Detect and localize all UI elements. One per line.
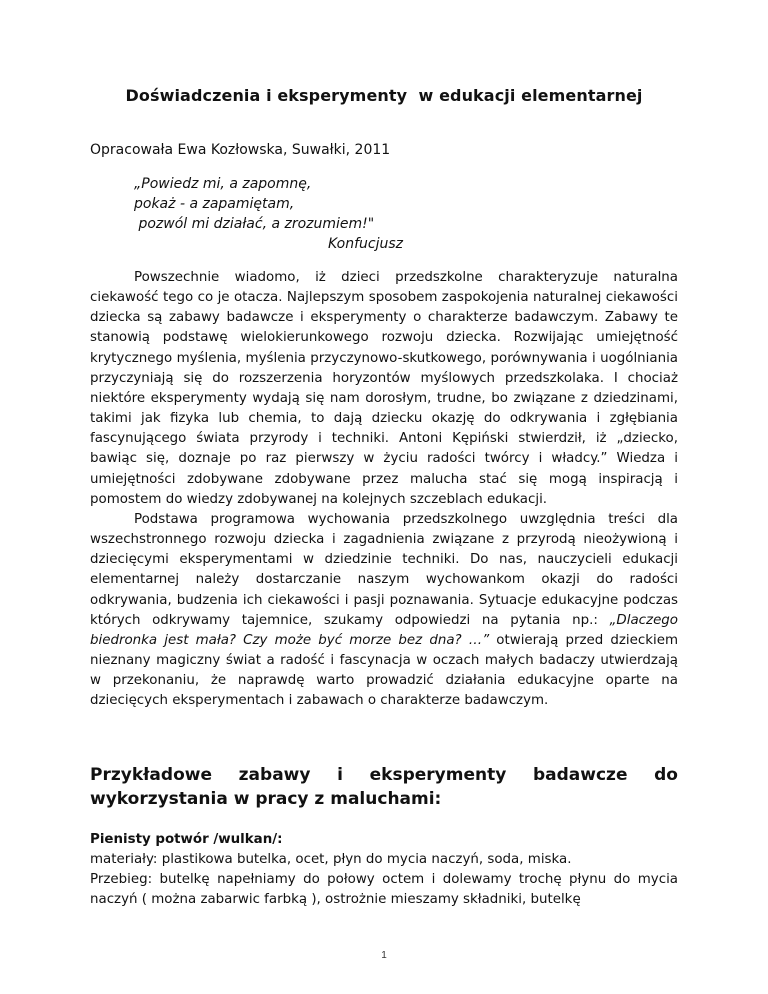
quote-line: pokaż - a zapamiętam,: [134, 196, 295, 212]
experiment-procedure: Przebieg: butelkę napełniamy do połowy octem i dolewamy trochę płynu do mycia naczyń ( można zabarwic farbką ), ostrożnie mieszamy składniki, butelkę: [90, 872, 678, 908]
experiment-materials: materiały: plastikowa butelka, ocet, płyn do mycia naczyń, soda, miska.: [90, 852, 572, 868]
epigraph-quote: [134, 174, 403, 254]
paragraph-text: otwierają przed dzieckiem nieznany magiczny świat a radość i fascynacja w oczach małych badaczy utwierdzają w przekonaniu, że naprawdę warto prowadzić działania edukacyjne oparte na dziecięcych eksperymentach i zabawach o charakterze badawczym.: [90, 632, 678, 709]
author-line: Opracowała Ewa Kozłowska, Suwałki, 2011: [90, 142, 391, 158]
experiment-title: Pienisty potwór /wulkan/:: [90, 832, 283, 847]
paragraph: Powszechnie wiadomo, iż dzieci przedszkolne charakteryzuje naturalna ciekawość tego co je otacza. Najlepszym sposobem zaspokojenia naturalnej ciekawości dziecka są zabawy badawcze i eksperymenty o charakterze badawczym. Zabawy te stanowią podstawę wielokierunkowego rozwoju dziecka. Rozwijając umiejętność krytycznego myślenia, myślenia przyczynowo-skutkowego, porównywania i uogólniania przyczyniają się do rozszerzenia horyzontów myślowych przedszkolaka. I chociaż niektóre eksperymenty wydają się nam dorosłym, trudne, bo związane z dziedzinami, takimi jak fizyka lub chemia, to dają dziecku okazję do odkrywania i zgłębiania fascynującego świata przyrody i techniki. Antoni Kępiński stwierdził, iż „dziecko, bawiąc się, doznaje po raz pierwszy w życiu radości twórcy i władcy.” Wiedza i umiejętności zdobywane zdobywane przez malucha stać się mogą inspiracją i pomostem do wiedzy zdobywanej na kolejnych szczeblach edukacji.: [90, 270, 678, 507]
page-number: 1: [381, 950, 387, 961]
body-text: [90, 268, 678, 711]
section-heading: Przykładowe zabawy i eksperymenty badawcze do wykorzystania w pracy z maluchami:: [90, 765, 678, 809]
document-title: Doświadczenia i eksperymenty w edukacji elementarnej: [125, 86, 643, 105]
quote-line: pozwól mi działać, a zrozumiem!": [134, 216, 375, 232]
paragraph: [90, 510, 678, 712]
experiment-block: [90, 830, 678, 911]
quote-author: Konfucjusz: [328, 236, 404, 252]
paragraph-italic-question: „Dlaczego biedronka jest mała? Czy może być morze bez dna? …”: [90, 612, 678, 648]
paragraph-text: Podstawa programowa wychowania przedszkolnego uwzględnia treści dla wszechstronnego rozwoju dziecka i zagadnienia związane z przyrodą nieożywioną i dziecięcymi eksperymentami w dziedzinie techniki. Do nas, nauczycieli edukacji elementarnej należy dostarczanie naszym wychowankom okazji do radości odkrywania, budzenia ich ciekawości i pasji poznawania. Sytuacje edukacyjne podczas których odkrywamy tajemnice, szukamy odpowiedzi na pytania np.:: [90, 511, 678, 628]
quote-line: „Powiedz mi, a zapomnę,: [134, 176, 312, 192]
